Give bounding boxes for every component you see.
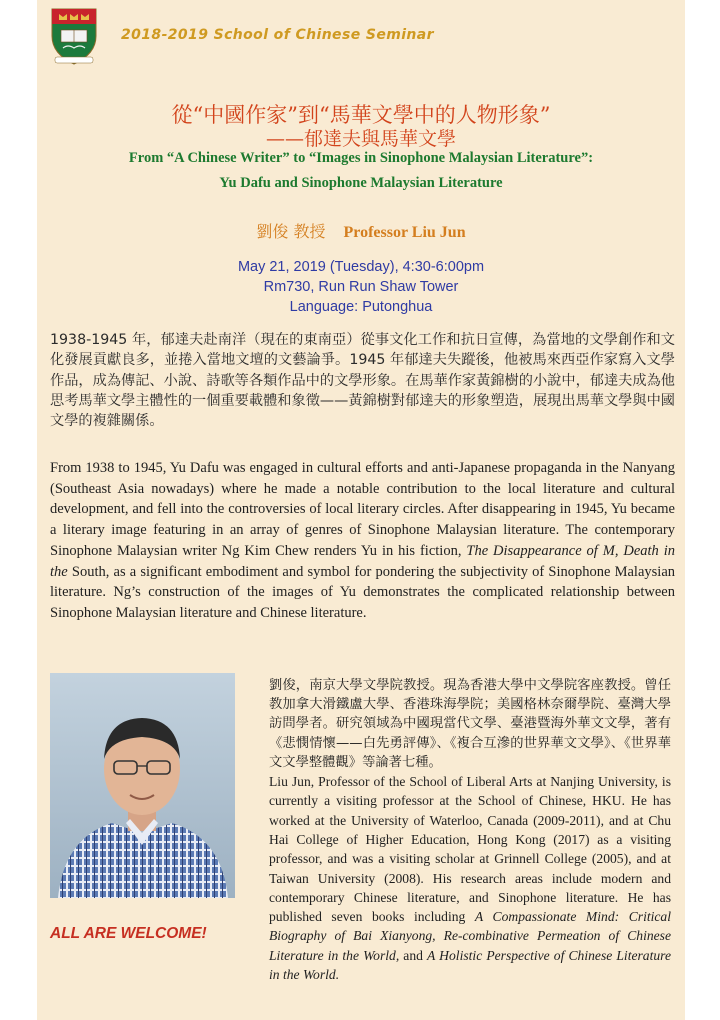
poster-header xyxy=(37,0,685,68)
speaker-photo xyxy=(50,673,235,898)
title-english-subtitle: Yu Dafu and Sinophone Malaysian Literature xyxy=(219,175,503,191)
event-date: May 21, 2019 (Tuesday), 4:30-6:00pm xyxy=(237,259,485,275)
abstract-english xyxy=(50,458,675,624)
speaker-bio xyxy=(269,676,671,984)
title-chinese-subtitle: ——郁達夫與馬華文學 xyxy=(265,128,456,150)
hku-crest-logo xyxy=(49,6,99,66)
speaker-bio-english xyxy=(269,772,671,984)
abstract-chinese: 1938-1945 年，郁達夫赴南洋（現在的東南亞）從事文化工作和抗日宣傳，為當地的文學創作和文化發展貢獻良多，並捲入當地文壇的文藝論爭。1945 年郁達夫失蹤後，他被馬來西亞作家寫入文學作品，成為傳記、小說、詩歌等各類作品中的文學形象。在馬華作家黃錦樹的小說中，郁達夫成為他思考馬華文學主體性的一個重要載體和象徵——黃錦樹對郁達夫的形象塑造，展現出馬華文學與中國文學的複雜關係。 xyxy=(50,332,675,430)
title-english-main: From “A Chinese Writer” to “Images in Sinophone Malaysian Literature”: xyxy=(128,150,594,166)
seminar-series-title: 2018-2019 School of Chinese Seminar xyxy=(121,27,434,43)
speaker-name-chinese: 劉俊 教授 xyxy=(256,222,326,241)
seminar-poster xyxy=(37,0,685,1020)
speaker-name xyxy=(37,219,685,242)
bio-book-titles-1: A Compassionate Mind: Critical Biography of Bai Xianyong, Re-combinative Permeation of Chinese Literature in the World, xyxy=(269,909,672,963)
abstract-work-title: The Disappearance of M, Death in the xyxy=(50,542,675,580)
speaker-portrait-image xyxy=(50,673,235,898)
title-chinese-main: 從“中國作家”到“馬華文學中的人物形象” xyxy=(171,103,551,127)
abstract-english-text-2: South, as a significant embodiment and symbol for pondering the subjectivity of Sinophone Malaysian literature. Ng’s construction of the images of Yu demonstrates the complicated relationship between Sinophone Malaysian literature and Chinese literature. xyxy=(50,563,675,621)
abstract-english-text-1: From 1938 to 1945, Yu Dafu was engaged in cultural efforts and anti-Japanese propaganda in the Nanyang (Southeast Asia nowadays) where he made a notable contribution to the local literature and cultural development, and fell into the controversies of local literary circles. After disappearing in 1945, Yu became a literary image featuring in an array of genres of Sinophone Malaysian literature. The contemporary Sinophone Malaysian writer Ng Kim Chew renders Yu in his fiction, xyxy=(50,460,675,559)
bio-book-title-2: A Holistic Perspective of Chinese Literature in the World. xyxy=(269,947,671,982)
bio-english-text: Liu Jun, Professor of the School of Liberal Arts at Nanjing University, is currently a visiting professor at the School of Chinese, HKU. He has worked at the University of Waterloo, Canada (2009-2011), and at Chu Hai College of Higher Education, Hong Kong (2017) as a visiting professor, and was a visiting scholar at Grinnell College (2005), and at Taiwan University (2008). His research areas include modern and contemporary Chinese literature, and Sinophone literature. He has published seven books including xyxy=(269,774,671,925)
speaker-bio-chinese: 劉俊，南京大學文學院教授。現為香港大學中文學院客座教授。曾任教加拿大滑鐵盧大學、香港珠海學院；美國格林奈爾學院、臺灣大學訪問學者。研究領域為中國現當代文學、臺港暨海外華文文學，著有《悲憫情懷——白先勇評傳》、《複合互滲的世界華文文學》、《世界華文文學整體觀》等論著七種。 xyxy=(269,678,671,770)
event-language: Language: Putonghua xyxy=(289,299,433,315)
speaker-name-english: Professor Liu Jun xyxy=(343,224,466,241)
bio-english-and: and xyxy=(399,947,428,963)
event-venue: Rm730, Run Run Shaw Tower xyxy=(263,279,459,295)
all-welcome-note: ALL ARE WELCOME! xyxy=(50,925,207,942)
